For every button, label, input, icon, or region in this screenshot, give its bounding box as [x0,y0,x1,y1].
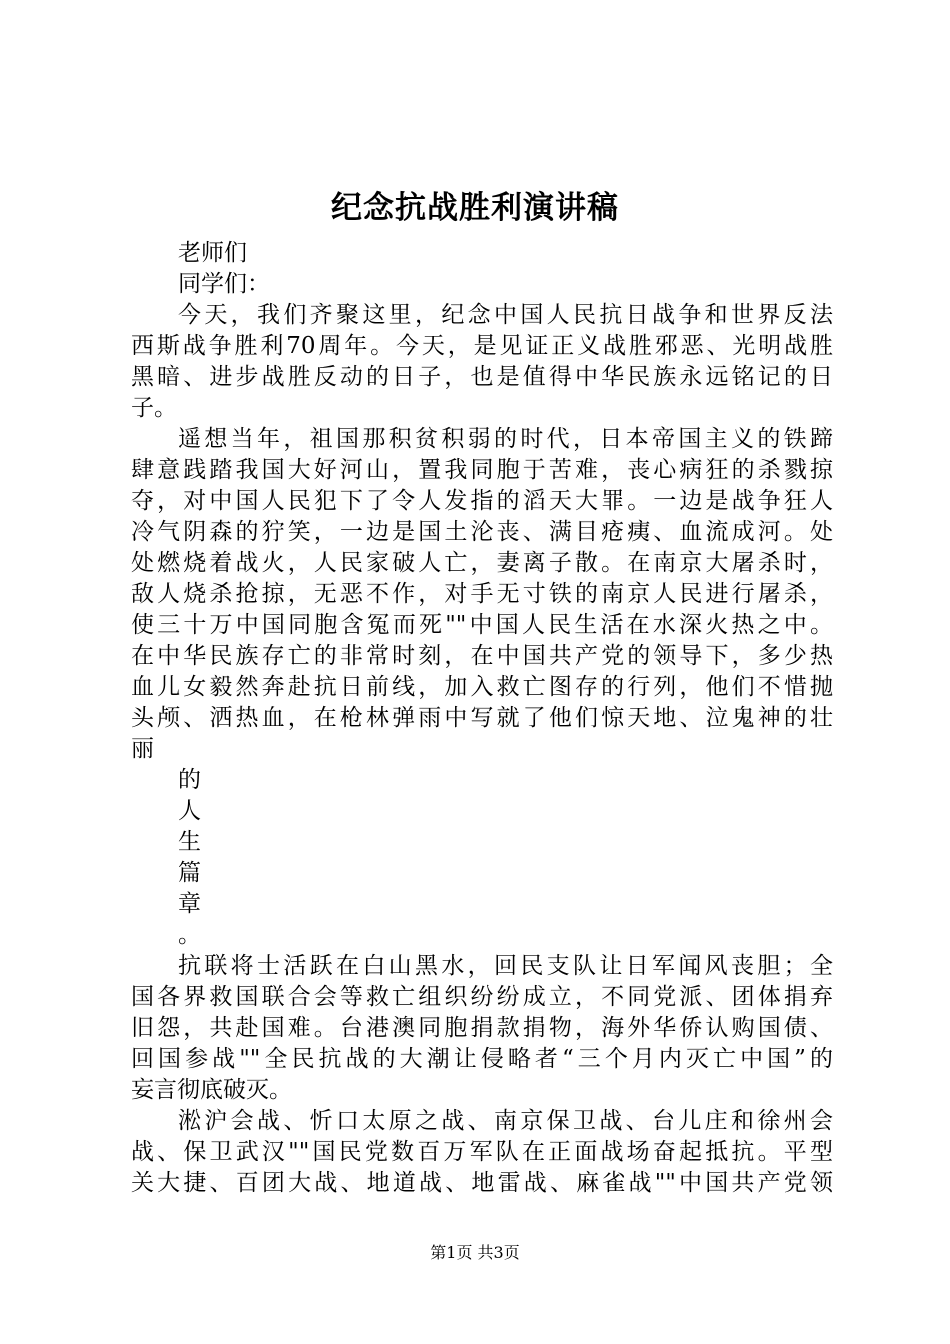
paragraph-line: 抗联将士活跃在白山黑水，回民支队让日军闻风丧胆；全 [178,953,833,979]
paragraph-4 [131,1106,833,1199]
paragraph-line: 肆意践踏我国大好河山，置我同胞于苦难，丧心病狂的杀戮掠 [131,457,833,483]
paragraph-line: 使三十万中国同胞含冤而死""中国人民生活在水深火热之中。 [131,612,833,638]
paragraph-line: 战、保卫武汉""国民党数百万军队在正面战场奋起抵抗。平型 [131,1139,833,1165]
vertical-char: 生 [178,829,201,855]
vertical-char: 章 [178,891,201,917]
paragraph-line: 头颅、洒热血，在枪林弹雨中写就了他们惊天地、泣鬼神的壮 [131,705,833,731]
vertical-char: 篇 [178,860,201,886]
paragraph-1 [131,300,833,424]
paragraph-line: 西斯战争胜利70周年。今天，是见证正义战胜邪恶、光明战胜 [131,333,833,359]
vertical-char: 人 [178,798,201,824]
vertical-char: 的 [178,767,201,793]
paragraph-line: 夺，对中国人民犯下了令人发指的滔天大罪。一边是战争狂人 [131,488,833,514]
paragraph-line: 黑暗、进步战胜反动的日子，也是值得中华民族永远铭记的日 [131,364,833,390]
paragraph-line: 子。 [131,395,177,421]
paragraph-line: 回国参战""全民抗战的大潮让侵略者“三个月内灭亡中国”的 [131,1046,833,1072]
paragraph-line: 遥想当年，祖国那积贫积弱的时代，日本帝国主义的铁蹄 [178,426,833,452]
paragraph-line: 敌人烧杀抢掠，无恶不作，对手无寸铁的南京人民进行屠杀， [131,581,833,607]
paragraph-2 [131,424,833,951]
vertical-char: 。 [178,922,201,948]
paragraph-line: 冷气阴森的狞笑，一边是国土沦丧、满目疮痍、血流成河。处 [131,519,833,545]
paragraph-line: 今天，我们齐聚这里，纪念中国人民抗日战争和世界反法 [178,302,833,328]
paragraph-line: 旧怨，共赴国难。台港澳同胞捐款捐物，海外华侨认购国债、 [131,1015,833,1041]
page-number-footer: 第1页 共3页 [430,1243,520,1262]
paragraph-line: 处燃烧着战火，人民家破人亡，妻离子散。在南京大屠杀时， [131,550,833,576]
document-body [131,238,833,1199]
paragraph-line: 国各界救国联合会等救亡组织纷纷成立，不同党派、团体捐弃 [131,984,833,1010]
paragraph-line: 在中华民族存亡的非常时刻，在中国共产党的领导下，多少热 [131,643,833,669]
paragraph-line: 血儿女毅然奔赴抗日前线，加入救亡图存的行列，他们不惜抛 [131,674,833,700]
paragraph-line: 妄言彻底破灭。 [131,1077,292,1103]
document-title: 纪念抗战胜利演讲稿 [331,190,619,226]
salutation-students: 同学们： [178,271,270,297]
paragraph-line: 关大捷、百团大战、地道战、地雷战、麻雀战""中国共产党领 [131,1170,833,1196]
salutation-teachers: 老师们 [178,240,247,266]
paragraph-3 [131,951,833,1106]
paragraph-line: 淞沪会战、忻口太原之战、南京保卫战、台儿庄和徐州会 [178,1108,833,1134]
paragraph-line: 丽 [131,736,154,762]
